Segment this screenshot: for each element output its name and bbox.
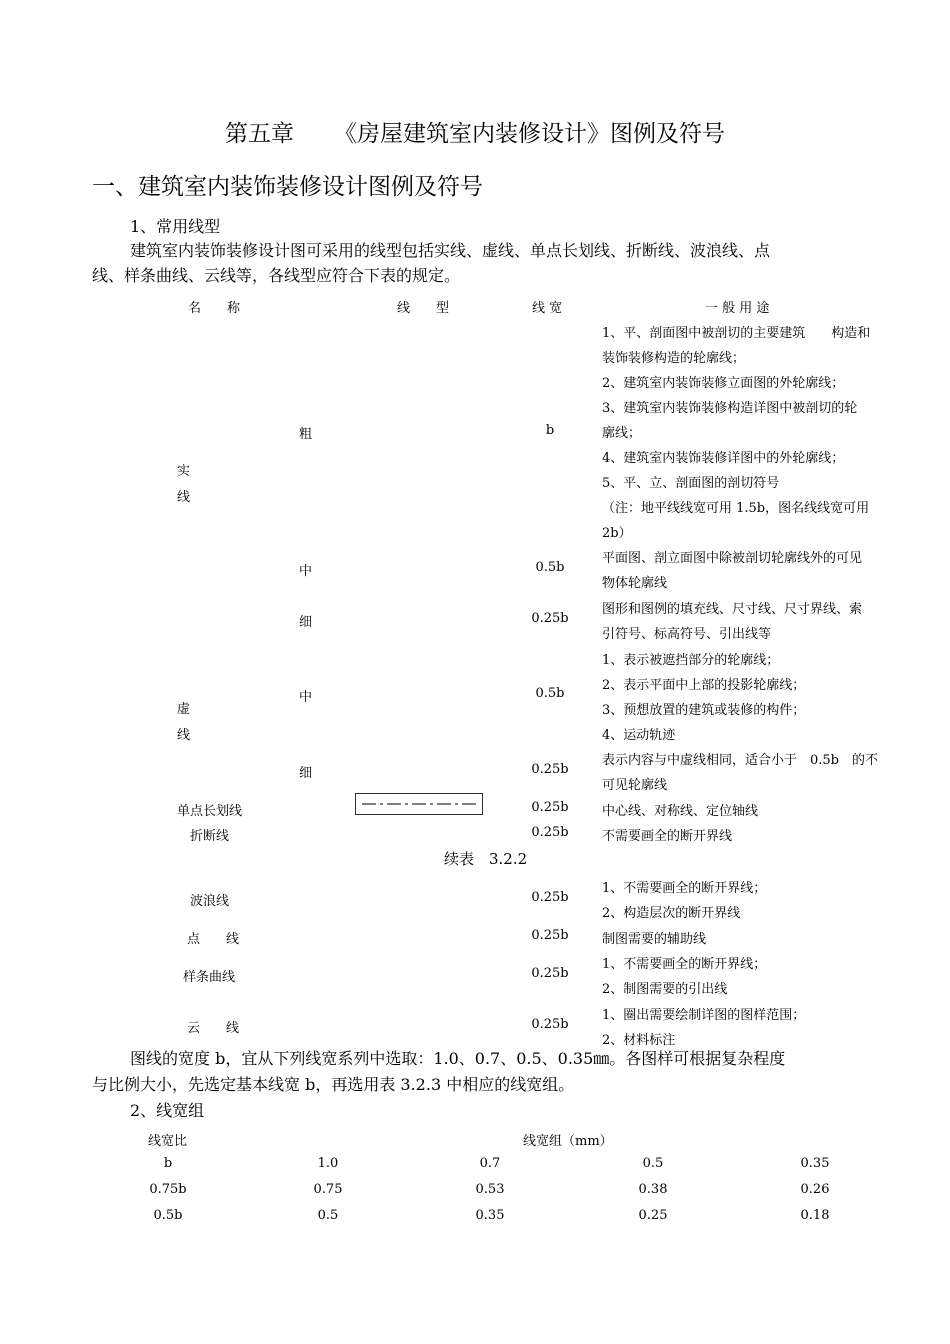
table2-cell: 0.35 [800,1156,830,1171]
row-dash-dot-name: 单点长划线 [177,804,243,819]
row-thick-use-6: 4、建筑室内装饰装修详图中的外轮廓线； [602,451,845,466]
row-thick-use-8: （注：地平线线宽可用 1.5b，图名线线宽可用 [602,501,870,516]
row-dot-line-use: 制图需要的辅助线 [602,932,707,947]
table2-cell: 0.35 [475,1208,505,1223]
row-solid-medium-use-2: 物体轮廓线 [602,576,668,591]
table2-cell: 0.7 [479,1156,501,1171]
row-dashed-medium-sub: 中 [299,690,313,705]
table-header-use: 一 般 用 途 [705,301,770,316]
table2-cell: b [163,1156,173,1171]
row-dashed-thin-use-2: 可见轮廓线 [602,778,668,793]
row-cloud-line-use-1: 1、圈出需要绘制详图的图样范围； [602,1008,806,1023]
row-thick-use-3: 2、建筑室内装饰装修立面图的外轮廓线； [602,376,845,391]
row-solid-thin-use-2: 引符号、标高符号、引出线等 [602,627,772,642]
row-wave-line-width: 0.25b [531,890,569,905]
group-solid-char-1: 实 [177,464,191,479]
table2-cell: 0.5b [153,1208,183,1223]
table-continued-label: 续表 3.2.2 [444,850,528,868]
row-thick-use-1: 1、平、剖面图中被剖切的主要建筑 构造和 [602,326,871,341]
table-header-type: 线 型 [397,301,450,316]
table2-cell: 0.5 [642,1156,664,1171]
row-thick-sub: 粗 [299,427,313,442]
section-title: 一、建筑室内装饰装修设计图例及符号 [92,174,483,200]
row-dashed-medium-use-3: 3、预想放置的建筑或装修的构件； [602,703,806,718]
table2-cell: 0.18 [800,1208,830,1223]
row-solid-thin-width: 0.25b [531,611,569,626]
table2-cell: 0.25 [638,1208,668,1223]
row-dashed-medium-use-1: 1、表示被遮挡部分的轮廓线； [602,653,780,668]
table-header-width: 线 宽 [532,301,563,316]
row-dashed-thin-width: 0.25b [531,762,569,777]
row-wave-line-name: 波浪线 [190,894,230,909]
subsection-line-types: 1、常用线型 [130,217,221,236]
row-solid-medium-width: 0.5b [535,560,565,575]
row-spline-use-1: 1、不需要画全的断开界线； [602,957,767,972]
row-thick-use-2: 装饰装修构造的轮廓线； [602,351,746,366]
chapter-number: 第五章 [225,121,294,147]
row-thick-use-7: 5、平、立、剖面图的剖切符号 [602,476,780,491]
row-dot-line-name: 点 线 [187,932,240,947]
table2-cell: 0.5 [317,1208,339,1223]
intro-line-1: 建筑室内装饰装修设计图可采用的线型包括实线、虚线、单点长划线、折断线、波浪线、点 [130,241,771,260]
row-solid-thin-use-1: 图形和图例的填充线、尺寸线、尺寸界线、索 [602,602,863,617]
row-wave-line-use-1: 1、不需要画全的断开界线； [602,881,767,896]
row-dash-dot-width: 0.25b [531,800,569,815]
row-dashed-medium-use-2: 2、表示平面中上部的投影轮廓线； [602,678,806,693]
row-wave-line-use-2: 2、构造层次的断开界线 [602,906,741,921]
table2-cell: 0.26 [800,1182,830,1197]
row-thick-use-4: 3、建筑室内装饰装修构造详图中被剖切的轮 [602,401,858,416]
row-break-line-width: 0.25b [531,825,569,840]
row-cloud-line-width: 0.25b [531,1017,569,1032]
row-dashed-medium-use-4: 4、运动轨迹 [602,728,676,743]
row-dashed-medium-width: 0.5b [535,686,565,701]
row-thick-use-9: 2b） [602,526,632,541]
row-cloud-line-use-2: 2、材料标注 [602,1033,676,1048]
row-break-line-name: 折断线 [190,829,230,844]
group-dashed-char-1: 虚 [177,702,191,717]
row-thick-use-5: 廓线； [602,426,642,441]
row-thick-width: b [545,423,555,438]
row-solid-medium-sub: 中 [299,564,313,579]
para2-line-1: 图线的宽度 b，宜从下列线宽系列中选取：1.0、0.7、0.5、0.35㎜。各图样可根据复杂程度 [130,1049,786,1068]
table2-header-group: 线宽组（mm） [523,1134,613,1149]
row-spline-name: 样条曲线 [183,970,236,985]
row-dot-line-width: 0.25b [531,928,569,943]
chapter-title [0,115,950,148]
row-dash-dot-use: 中心线、对称线、定位轴线 [602,804,759,819]
table2-cell: 0.53 [475,1182,505,1197]
table2-cell: 1.0 [317,1156,339,1171]
chapter-name: 《房屋建筑室内装修设计》图例及符号 [334,121,725,147]
row-cloud-line-name: 云 线 [187,1021,240,1036]
row-dashed-thin-sub: 细 [299,766,313,781]
row-solid-medium-use-1: 平面图、剖立面图中除被剖切轮廓线外的可见 [602,551,863,566]
row-break-line-use: 不需要画全的断开界线 [602,829,733,844]
table-header-name: 名 称 [188,301,241,316]
para2-line-2: 与比例大小，先选定基本线宽 b，再选用表 3.2.3 中相应的线宽组。 [92,1075,575,1094]
row-solid-thin-sub: 细 [299,615,313,630]
table2-cell: 0.75b [149,1182,187,1197]
group-dashed-char-2: 线 [177,728,191,743]
row-spline-use-2: 2、制图需要的引出线 [602,982,728,997]
subsection-line-width-group: 2、线宽组 [130,1101,205,1120]
intro-line-2: 线、样条曲线、云线等，各线型应符合下表的规定。 [92,266,461,285]
table2-cell: 0.75 [313,1182,343,1197]
group-solid-char-2: 线 [177,490,191,505]
table2-header-ratio: 线宽比 [148,1134,188,1149]
dash-dot-line-sample [355,793,483,815]
table2-cell: 0.38 [638,1182,668,1197]
row-dashed-thin-use-1: 表示内容与中虚线相同，适合小于 0.5b 的不 [602,753,878,768]
row-spline-width: 0.25b [531,966,569,981]
